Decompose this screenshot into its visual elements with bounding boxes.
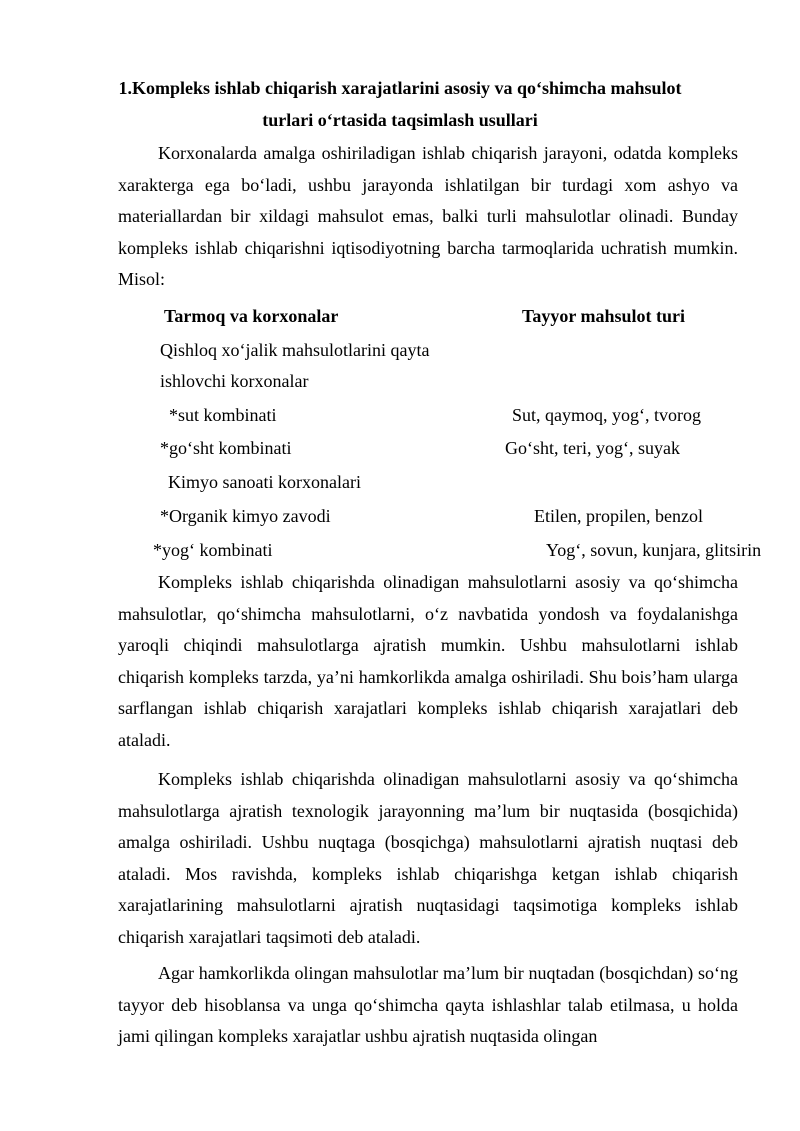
table-row-left: *Organik kimyo zavodi (160, 506, 331, 526)
table-row-left: *sut kombinati (169, 405, 277, 425)
table-row-right: Yog‘, sovun, kunjara, glitsirin (546, 540, 762, 560)
paragraph-intro: Korxonalarda amalga oshiriladigan ishlab chiqarish jarayoni, odatda kompleks xarakterga ega bo‘ladi, ushbu jarayonda ishlatilgan bir turdagi xom ashyo va materiallardan bir xildagi mahsulot emas, balki turli mahsulotlar olinadi. Bunday kompleks ishlab chiqarishni iqtisodiyotning barcha tarmoqlarida uchratish mumkin. Misol: (118, 143, 738, 290)
table-row-right: Sut, qaymoq, yog‘, tvorog (512, 405, 701, 425)
paragraph-product-types: Kompleks ishlab chiqarishda olinadigan mahsulotlarni asosiy va qo‘shimcha mahsulotlar, qo‘shimcha mahsulotlarni, o‘z navbatida yondosh va foydalanishga yaroqli chiqindi mahsulotlarga ajratish mumkin. Ushbu mahsulotlarni ishlab chiqarish kompleks tarzda, ya’ni hamkorlikda amalga oshiriladi. Shu bois’ham ularga sarflangan ishlab chiqarish xarajatlari kompleks ishlab chiqarish xarajatlari deb ataladi. (118, 572, 738, 750)
table-row-left: *yog‘ kombinati (153, 540, 273, 560)
section-title-line-2: turlari o‘rtasida taqsimlash usullari (262, 110, 538, 130)
table-row-right: Etilen, propilen, benzol (534, 506, 703, 526)
table-row-left: *go‘sht kombinati (160, 438, 292, 458)
paragraph-joint-products: Agar hamkorlikda olingan mahsulotlar ma’lum bir nuqtadan (bosqichdan) so‘ng tayyor deb hisoblansa va unga qo‘shimcha qayta ishlashlar talab etilmasa, u holda jami qilingan kompleks xarajatlar ushbu ajratish nuqtasida olingan (118, 963, 738, 1047)
table-row-left: ishlovchi korxonalar (160, 371, 309, 391)
table-row-left: Kimyo sanoati korxonalari (168, 472, 361, 492)
table-row-right: Go‘sht, teri, yog‘, suyak (505, 438, 680, 458)
table-header-left: Tarmoq va korxonalar (164, 306, 339, 326)
table-header-right: Tayyor mahsulot turi (522, 306, 686, 326)
section-title-line-1: 1.Kompleks ishlab chiqarish xarajatlarini asosiy va qo‘shimcha mahsulot (118, 78, 682, 98)
table-row-left: Qishloq xo‘jalik mahsulotlarini qayta (160, 340, 430, 360)
paragraph-separation-point: Kompleks ishlab chiqarishda olinadigan mahsulotlarni asosiy va qo‘shimcha mahsulotlarga ajratish texnologik jarayonning ma’lum bir nuqtasida (bosqichida) amalga oshiriladi. Ushbu nuqtaga (bosqichga) mahsulotlarni ajratish nuqtasi deb ataladi. Mos ravishda, kompleks ishlab chiqarishga ketgan ishlab chiqarish xarajatlarining mahsulotlarni ajratish nuqtasidagi taqsimotiga kompleks ishlab chiqarish xarajatlari taqsimoti deb ataladi. (118, 769, 738, 947)
